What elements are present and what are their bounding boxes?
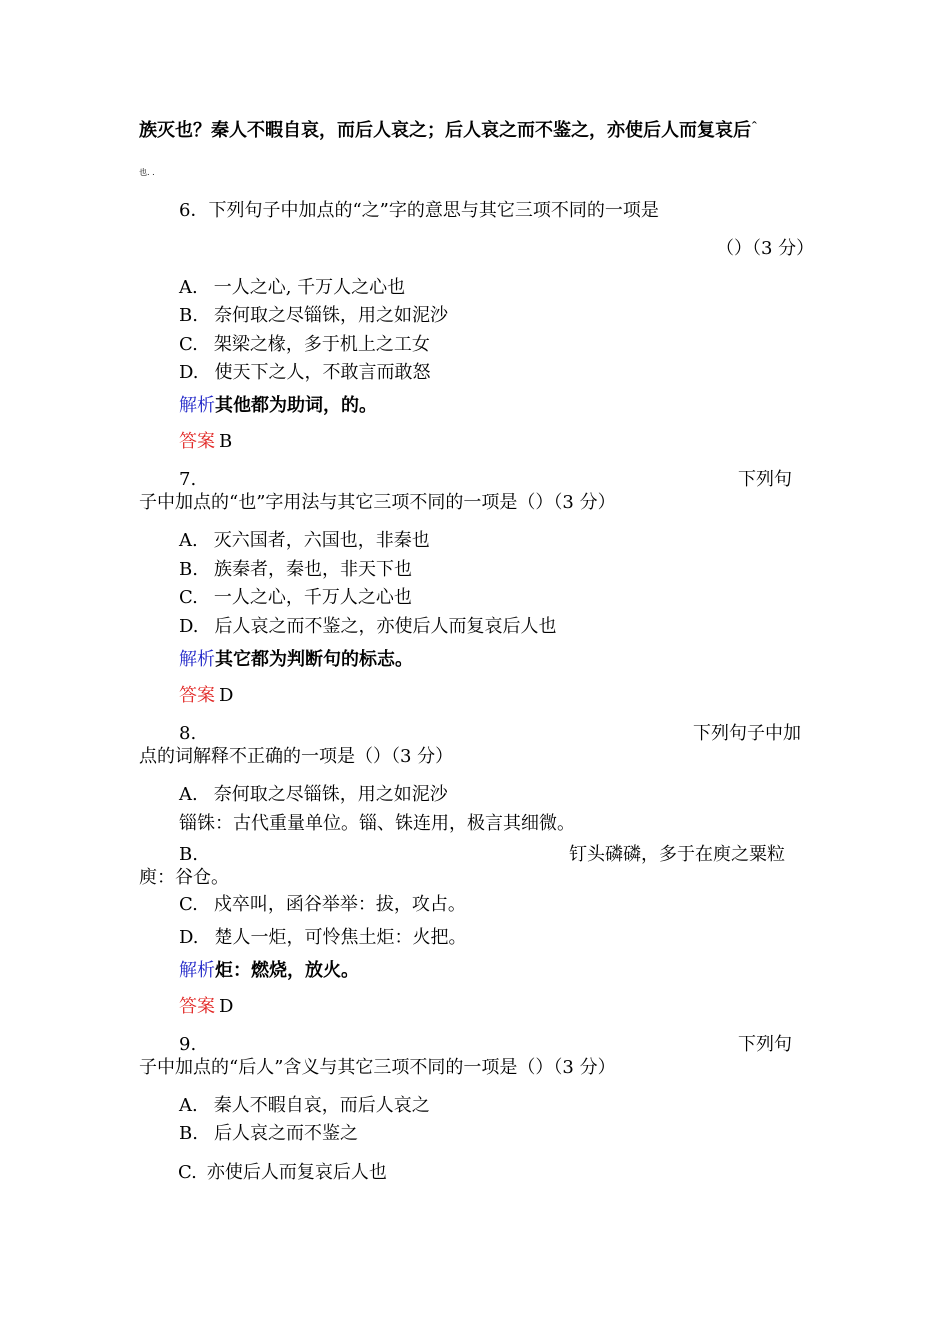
q6-option-c: C. 架梁之椽，多于机上之工女 — [179, 334, 430, 355]
q7-answer: 答案 D — [179, 685, 234, 706]
q9-option-b: B. 后人哀之而不鉴之 — [179, 1123, 358, 1144]
intro-line-1: 族灭也？秦人不暇自哀，而后人哀之；后人哀之而不鉴之，亦使后人而复哀后^ — [139, 120, 758, 141]
q9-stem-right: 下列句 — [738, 1034, 792, 1055]
q8-option-c: C. 戍卒叫，函谷举举：拔，攻占。 — [179, 894, 466, 915]
answer-label: 答案 — [179, 996, 215, 1017]
q8-stem-right: 下列句子中加 — [693, 723, 801, 744]
q8-option-b: 钉头磷磷，多于在庾之粟粒 — [569, 844, 785, 865]
q8-option-a-note: 锱铢：古代重量单位。锱、铢连用，极言其细微。 — [179, 813, 575, 834]
q8-option-a: A. 奈何取之尽锱铢，用之如泥沙 — [179, 784, 448, 805]
q7-option-b: B. 族秦者，秦也，非天下也 — [179, 559, 412, 580]
q8-option-d: D. 楚人一炬，可怜焦土炬：火把。 — [179, 927, 467, 948]
q8-analysis: 解析炬：燃烧，放火。 — [179, 960, 359, 981]
q8-stem: 点的词解释不正确的一项是（）（3 分） — [139, 746, 454, 767]
q9-number: 9. — [179, 1034, 197, 1055]
q8-number: 8. — [179, 723, 197, 744]
q6-answer: 答案 B — [179, 431, 233, 452]
intro-marker: ^ — [751, 120, 758, 129]
q9-stem: 子中加点的“后人”含义与其它三项不同的一项是（）（3 分） — [139, 1057, 616, 1078]
q9-option-c: C. 亦使后人而复哀后人也 — [178, 1162, 387, 1183]
q8-answer: 答案 D — [179, 996, 234, 1017]
q7-stem-right: 下列句 — [738, 469, 792, 490]
q8-option-b-note: 庾：谷仓。 — [139, 867, 229, 888]
q6-score: （）（3 分） — [716, 238, 815, 259]
q7-option-c: C. 一人之心，千万人之心也 — [179, 587, 412, 608]
q7-stem: 子中加点的“也”字用法与其它三项不同的一项是（）（3 分） — [139, 492, 616, 513]
q6-analysis: 解析其他都为助词，的。 — [179, 395, 377, 416]
q9-option-a: A. 秦人不暇自哀，而后人哀之 — [179, 1095, 430, 1116]
analysis-label: 解析 — [179, 395, 215, 416]
q7-analysis: 解析其它都为判断句的标志。 — [179, 649, 413, 670]
analysis-label: 解析 — [179, 960, 215, 981]
q7-option-a: A. 灭六国者，六国也，非秦也 — [179, 530, 430, 551]
q6-option-d: D. 使天下之人，不敢言而敢怒 — [179, 362, 431, 383]
answer-label: 答案 — [179, 685, 215, 706]
q8-option-b-letter: B. — [179, 844, 198, 865]
q6-option-a: A. 一人之心, 千万人之心也 — [179, 277, 406, 298]
answer-label: 答案 — [179, 431, 215, 452]
q7-number: 7. — [179, 469, 197, 490]
intro-line-2: 也. . — [139, 168, 155, 177]
q7-option-d: D. 后人哀之而不鉴之，亦使后人而复哀后人也 — [179, 616, 557, 637]
q6-stem: 6．下列句子中加点的“之”字的意思与其它三项不同的一项是 — [179, 200, 659, 221]
analysis-label: 解析 — [179, 649, 215, 670]
q6-option-b: B. 奈何取之尽锱铢，用之如泥沙 — [179, 305, 448, 326]
